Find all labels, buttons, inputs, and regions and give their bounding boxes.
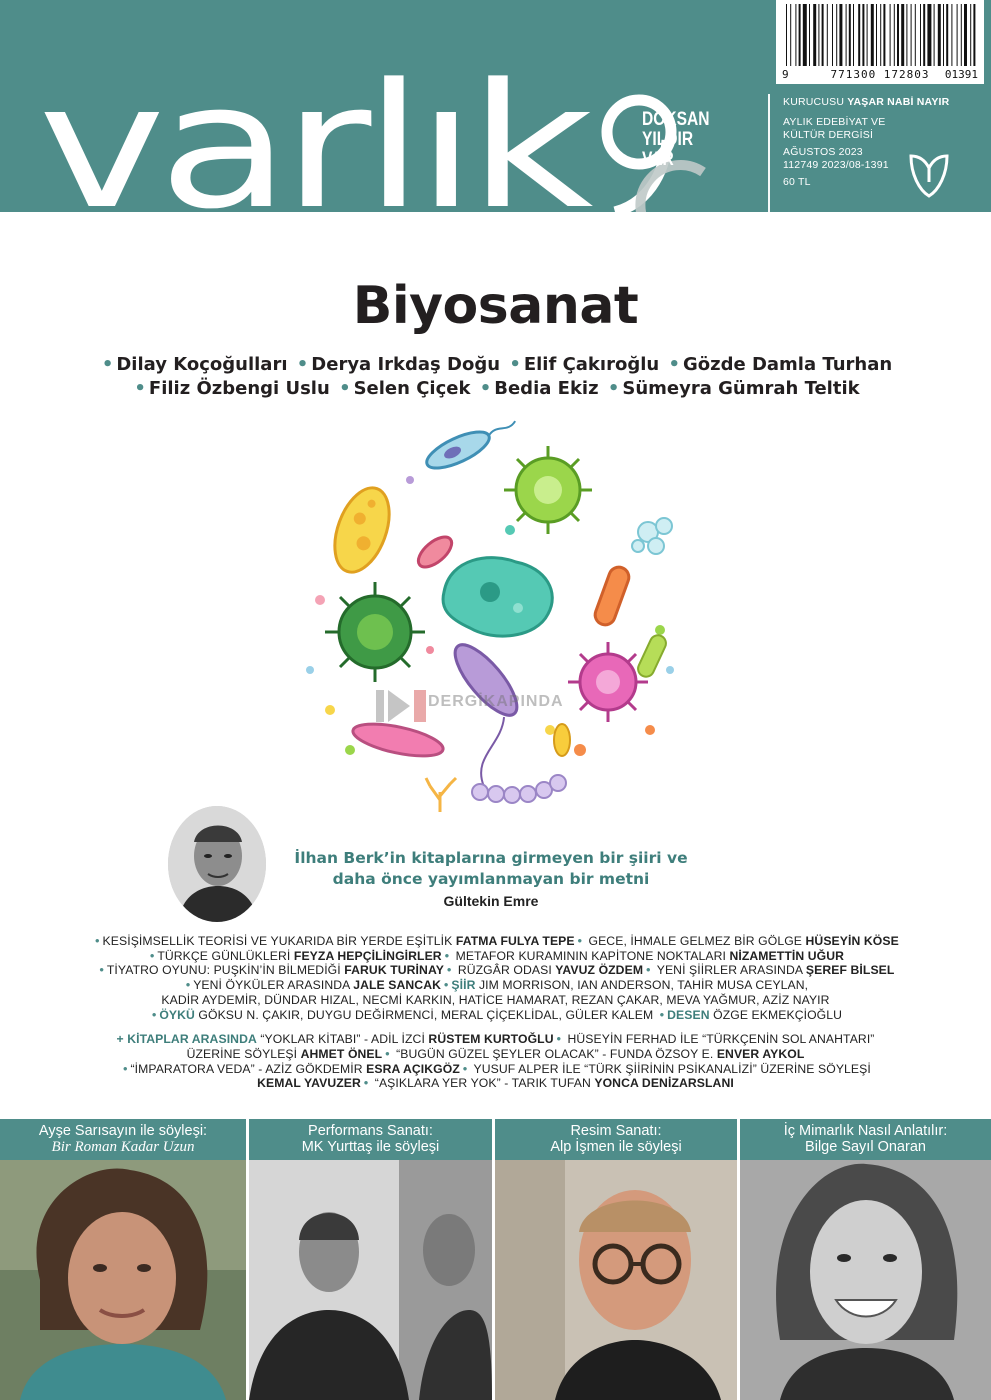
contents-line: • TİYATRO OYUNU: PUŞKİN’İN BİLMEDİĞİ FARUK TURİNAY • RÜZGÂR ODASI YAVUZ ÖZDEM • YENİ ŞİİRLER ARASINDA ŞEREF BİLSEL — [99, 963, 895, 978]
issue-number: 112749 2023/08-1391 — [783, 159, 889, 171]
table-of-contents — [0, 934, 991, 1091]
feature-headline — [276, 848, 706, 909]
anniversary-line-2: YILDIR — [642, 129, 694, 150]
bottom-panels — [0, 1119, 991, 1400]
feature-author: Gültekin Emre — [443, 893, 539, 909]
green-virus-icon — [504, 446, 592, 534]
anniversary-text — [642, 110, 710, 170]
pink-bacillus-icon — [413, 531, 456, 572]
panel-caption-line-2: Alp İşmen ile söyleşi — [550, 1139, 682, 1155]
panel-caption-line-2: Bilge Sayıl Onaran — [805, 1139, 926, 1155]
panel-caption — [495, 1119, 737, 1160]
author: Dilay Koçoğulları — [116, 354, 288, 375]
bubble-cluster-icon — [632, 518, 672, 554]
panel-caption — [0, 1119, 246, 1160]
anniversary-line-1: DOKSAN — [642, 109, 710, 130]
green-rod-icon — [635, 633, 668, 680]
info-line-2: KÜLTÜR DERGİSİ — [783, 129, 874, 141]
logo-text: varlık — [38, 46, 595, 212]
panel-caption — [740, 1119, 991, 1160]
contents-line: + KİTAPLAR ARASINDA “YOKLAR KİTABI” - ADİL İZCİ RÜSTEM KURTOĞLU • HÜSEYİN FERHAD İLE “TÜRKÇENİN SOL ANAHTARI” — [116, 1032, 875, 1047]
chain-bacteria-icon — [472, 775, 566, 803]
author: Elif Çakıroğlu — [523, 354, 660, 375]
ilhan-berk-portrait — [168, 806, 266, 922]
panel-bilge-sayil-onaran — [740, 1119, 991, 1400]
panel-caption-line-1: Performans Sanatı: — [308, 1123, 433, 1139]
author: Filiz Özbengi Uslu — [148, 378, 330, 399]
woman-curly-hair-photo — [0, 1160, 246, 1400]
contents-line: KEMAL YAVUZER • “AŞIKLARA YER YOK” - TARIK TUFAN YONCA DENİZARSLANI — [257, 1076, 734, 1091]
coral-icon — [426, 778, 456, 812]
blue-bacterium-icon — [422, 420, 521, 475]
price: 60 TL — [783, 176, 811, 188]
contents-line: • ÖYKÜ GÖKSU N. ÇAKIR, DUYGU DEĞİRMENCİ, MERAL ÇİÇEKLİDAL, GÜLER KALEM • DESEN ÖZGE EKMEKÇİOĞLU — [151, 1007, 843, 1022]
yellow-drop-icon — [554, 724, 570, 756]
authors-line-2: • Filiz Özbengi Uslu • Selen Çiçek • Bedia Ekiz • Sümeyra Gümrah Teltik — [134, 378, 860, 399]
contents-line: • YENİ ÖYKÜLER ARASINDA JALE SANCAK • ŞİİR JIM MORRISON, IAN ANDERSON, TAHİR MUSA CEYLAN, — [185, 978, 809, 993]
barcode-prefix: 9 — [782, 68, 789, 81]
panel-mk-yurttas — [249, 1119, 492, 1400]
magazine-info — [783, 96, 983, 189]
teal-amoeba-icon — [443, 558, 552, 636]
issue-code: 01391 — [944, 68, 978, 81]
man-glasses-photo — [495, 1160, 737, 1400]
issue-date: AĞUSTOS 2023 — [783, 146, 863, 158]
man-mirror-photo — [249, 1160, 492, 1400]
panel-ayse-sarisayin — [0, 1119, 246, 1400]
contents-line: • “İMPARATORA VEDA” - AZİZ GÖKDEMİR ESRA AÇIKGÖZ • YUSUF ALPER İLE “TÜRK ŞİİRİNİN PSİKANALİZİ” ÜZERİNE SÖYLEŞİ — [123, 1061, 871, 1076]
author: Gözde Damla Turhan — [682, 354, 893, 375]
author: Bedia Ekiz — [494, 378, 599, 399]
varlik-logo — [38, 30, 638, 212]
author: Derya Irkdaş Doğu — [311, 354, 501, 375]
panel-caption — [249, 1119, 492, 1160]
panel-caption-line-1: Resim Sanatı: — [570, 1123, 662, 1139]
panel-caption-line-2: Bir Roman Kadar Uzun — [51, 1139, 195, 1155]
panel-alp-ismen — [495, 1119, 737, 1400]
portrait-image — [168, 806, 266, 922]
author: Sümeyra Gümrah Teltik — [622, 378, 860, 399]
feature-line-2: daha önce yayımlanmayan bir metni — [332, 870, 650, 888]
contents-line: KADİR AYDEMİR, DÜNDAR HIZAL, NECMİ KARKIN, HATİCE HAMARAT, REZAN ÇAKAR, MEVA YAĞMUR, AZİZ NAYIR — [161, 992, 830, 1007]
founder-name: YAŞAR NABİ NAYIR — [847, 96, 950, 108]
dark-green-virus-icon — [325, 582, 425, 682]
founder-line — [783, 96, 983, 109]
barcode-number: 771300 172803 — [830, 68, 930, 81]
yellow-paramecium-icon — [324, 480, 399, 579]
author: Selen Çiçek — [353, 378, 471, 399]
contents-line: • TÜRKÇE GÜNLÜKLERİ FEYZA HEPÇİLİNGİRLER • METAFOR KURAMININ KAPİTONE NOKTALARI NİZAMETTİN UĞUR — [149, 948, 845, 963]
panel-caption-line-2: MK Yurttaş ile söyleşi — [301, 1139, 440, 1155]
watermark-text: DERGİKAPINDA — [428, 693, 564, 710]
authors-line-1: • Dilay Koçoğulları • Derya Irkdaş Doğu • Elif Çakıroğlu • Gözde Damla Turhan — [101, 354, 893, 375]
barcode-icon — [776, 0, 984, 68]
orange-rod-icon — [592, 564, 631, 627]
cover-title: Biyosanat — [352, 276, 639, 336]
tulip-logo-icon — [905, 152, 953, 198]
barcode — [776, 0, 984, 84]
contents-line: ÜZERİNE SÖYLEŞİ AHMET ÖNEL • “BUGÜN GÜZEL ŞEYLER OLACAK” - FUNDA ÖZSOY E. ENVER AYKOL — [186, 1046, 805, 1061]
contents-line: • KESİŞİMSELLİK TEORİSİ VE YUKARIDA BİR YERDE EŞİTLİK FATMA FULYA TEPE • GECE, İHMALE GELMEZ BİR GÖLGE HÜSEYİN KÖSE — [95, 934, 899, 948]
founder-label: KURUCUSU — [783, 96, 845, 108]
woman-smiling-photo — [740, 1160, 991, 1400]
feature-line-1: İlhan Berk’in kitaplarına girmeyen bir şiiri ve — [294, 849, 688, 867]
anniversary-line-3: VAR — [642, 149, 674, 170]
cover-authors — [0, 353, 991, 401]
microbes-illustration — [290, 420, 700, 820]
panel-caption-line-1: İç Mimarlık Nasıl Anlatılır: — [783, 1123, 948, 1139]
panel-caption-line-1: Ayşe Sarısayın ile söyleşi: — [38, 1123, 208, 1139]
info-line-1: AYLIK EDEBİYAT VE — [783, 116, 886, 128]
masthead-divider — [768, 94, 770, 212]
masthead — [0, 0, 991, 212]
